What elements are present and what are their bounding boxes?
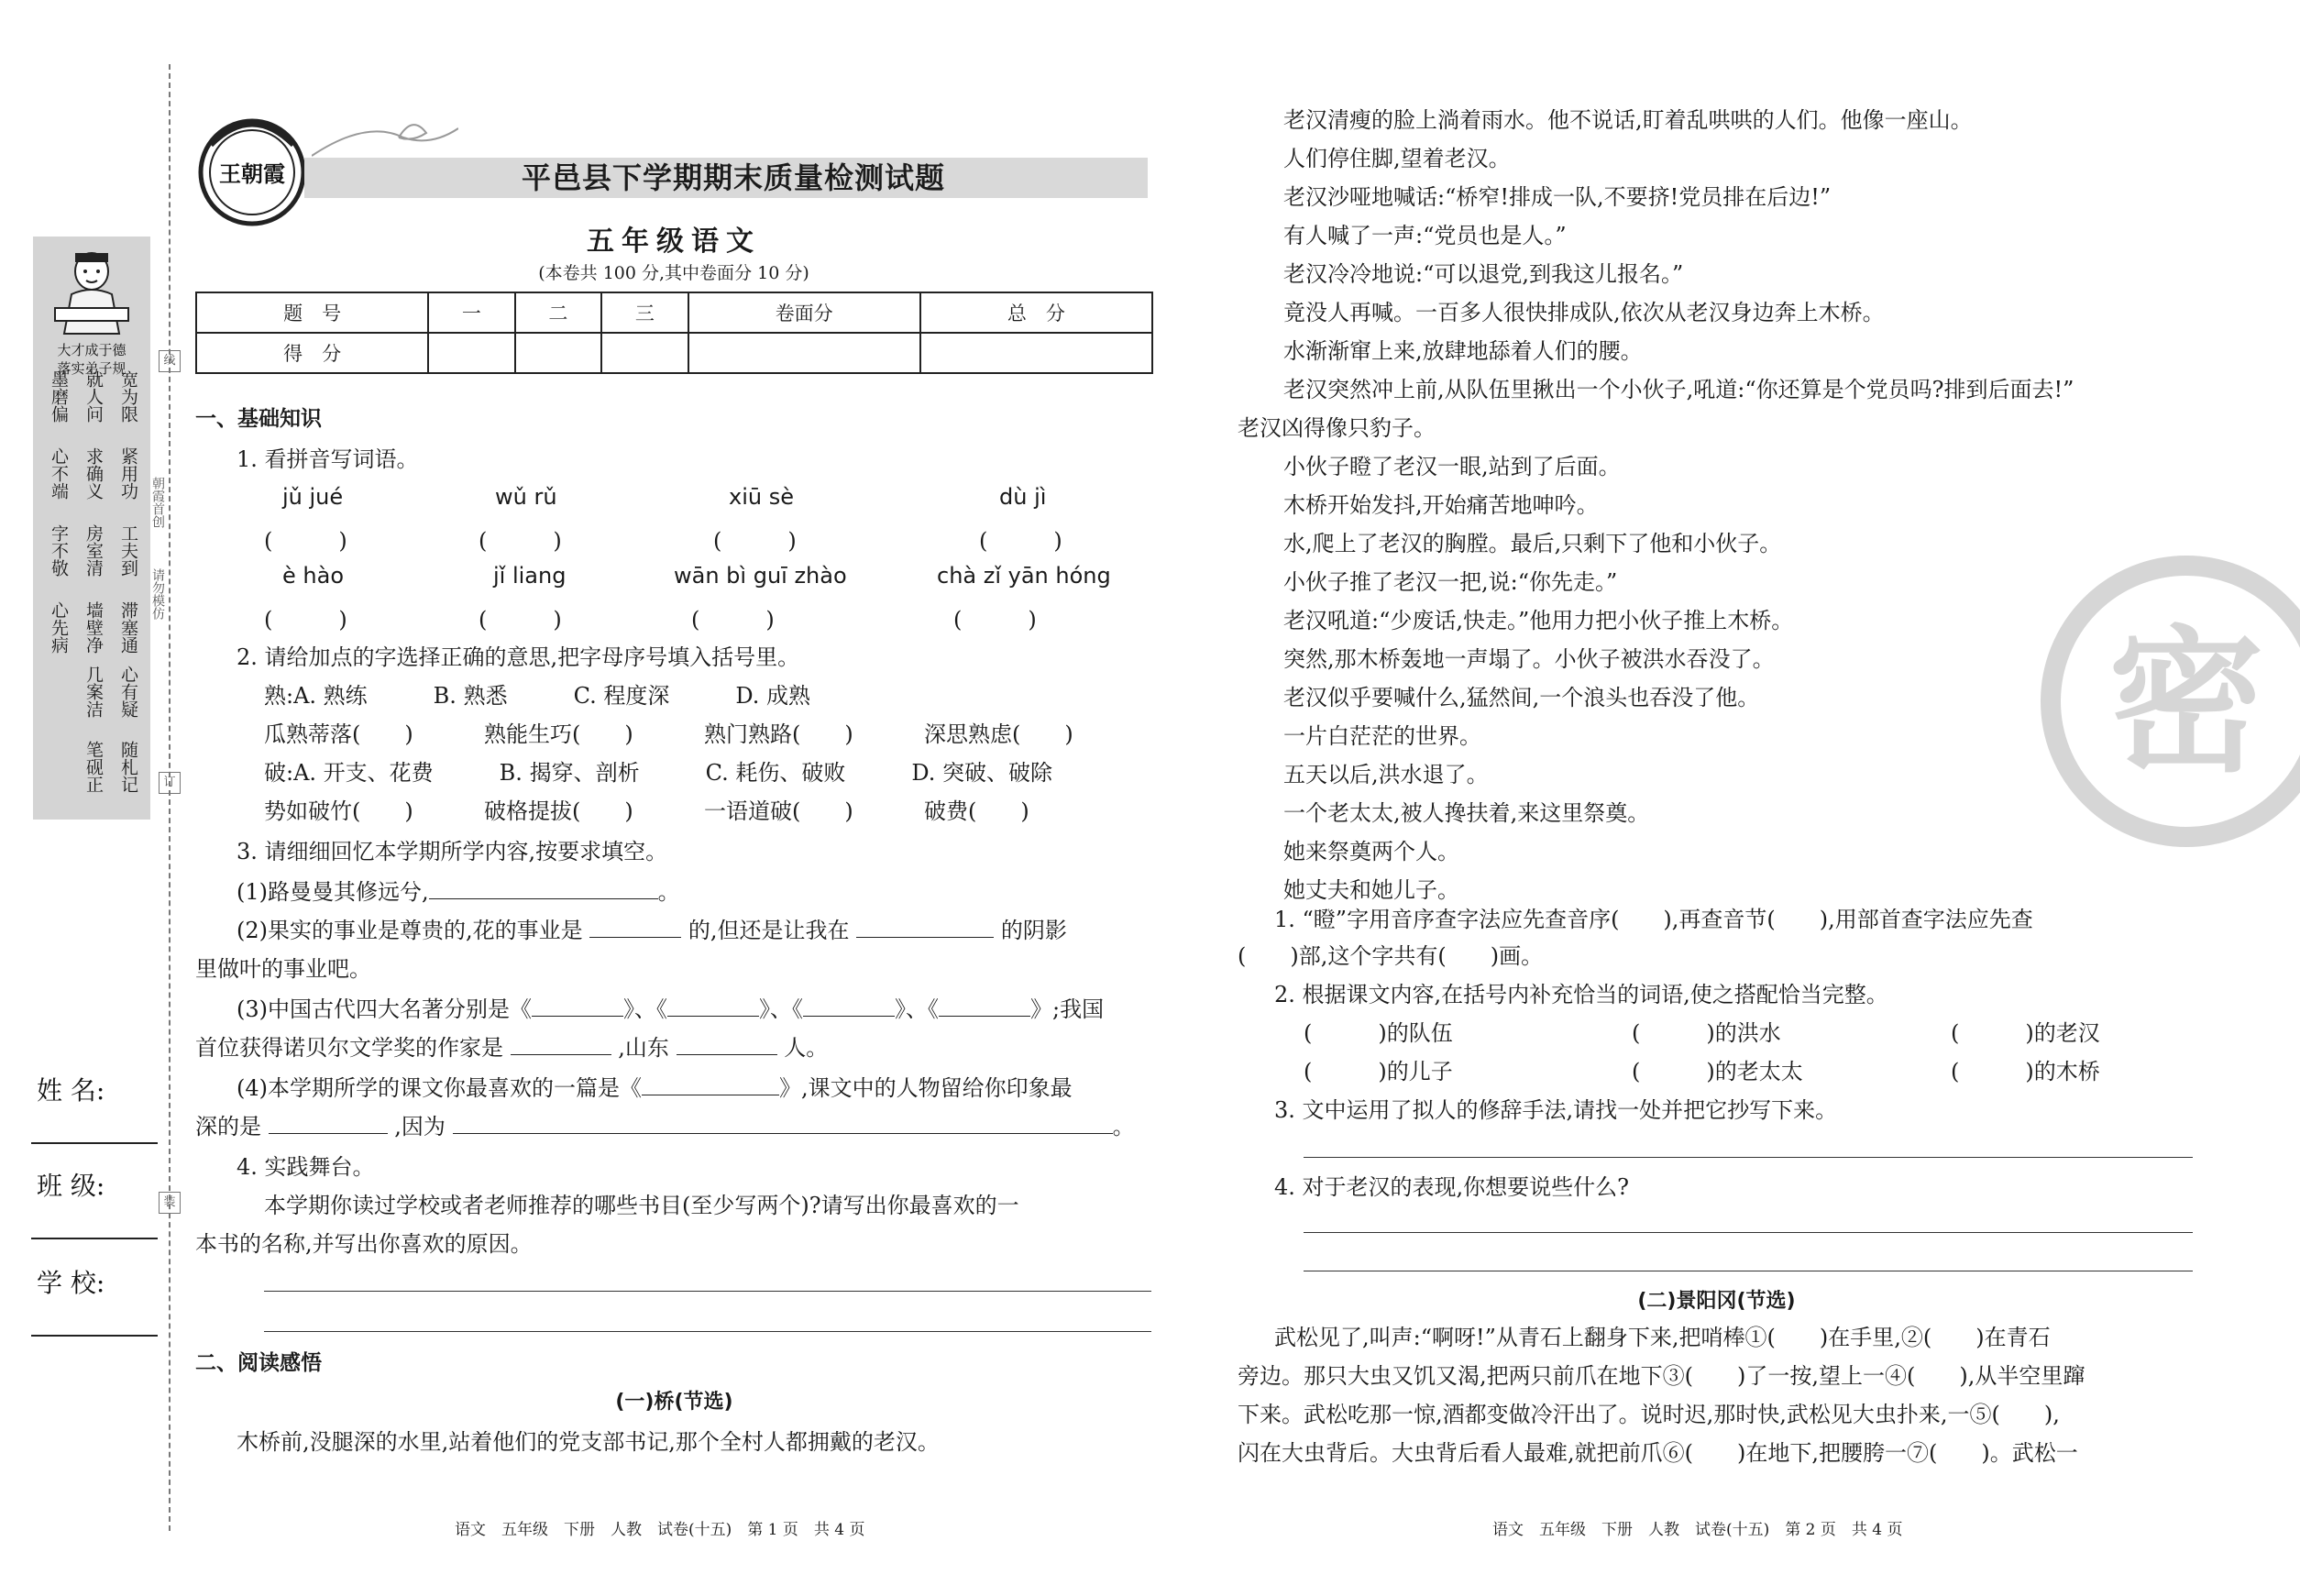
po-word[interactable]: 破格提拔( ) (484, 798, 633, 824)
po-options: 破:A. 开支、花费 B. 揭穿、剖析 C. 耗伤、破败 D. 突破、破除 (264, 760, 1052, 786)
scholar-illustration (48, 244, 136, 336)
pinyin: è hào (282, 563, 344, 589)
answer-blank[interactable]: ( ) (479, 607, 562, 633)
fill-blank[interactable] (803, 994, 895, 1017)
name-field[interactable] (31, 1142, 158, 1144)
shu-options: 熟:A. 熟练 B. 熟悉 C. 程度深 D. 成熟 (264, 683, 810, 709)
answer-blank[interactable]: ( ) (479, 528, 562, 554)
collocation-item[interactable]: ( )的老太太 (1632, 1059, 1803, 1084)
shu-word[interactable]: 熟门熟路( ) (704, 721, 853, 747)
story-line: 一片白茫茫的世界。 (1283, 723, 1481, 749)
score-table-score-row (196, 333, 1152, 373)
pinyin: wān bì guī zhào (674, 563, 847, 589)
story-line: 突然,那木桥轰地一声塌了。小伙子被洪水吞没了。 (1283, 646, 1775, 672)
collocation-item[interactable]: ( )的老汉 (1951, 1020, 2100, 1046)
shu-word[interactable]: 瓜熟蒂落( ) (264, 721, 413, 747)
fill-blank[interactable] (429, 876, 658, 899)
story-line: 老汉吼道:“少废话,快走。”他用力把小伙子推上木桥。 (1283, 608, 1794, 633)
answer-blank[interactable]: ( ) (264, 528, 347, 554)
class-label: 班 级: (37, 1171, 105, 1201)
score-table (195, 292, 1153, 374)
shu-word[interactable]: 熟能生巧( ) (484, 721, 633, 747)
story-line: 竟没人再喊。一百多人很快排成队,依次从老汉身边奔上木桥。 (1283, 300, 1885, 325)
score-cell: 总 分 (920, 292, 1152, 333)
question-3-4-text-b: ,课文中的人物留给你印象最 (801, 1075, 1073, 1101)
pinyin: jǔ jué (282, 484, 344, 510)
score-input-cell[interactable] (515, 333, 601, 373)
school-field[interactable] (31, 1335, 158, 1337)
fill-blank[interactable] (856, 915, 994, 938)
question-3-3-text-a: (3)中国古代四大名著分别是 (237, 996, 510, 1022)
question-3-4-text-c: 深的是 (195, 1114, 261, 1139)
question-3-4-text-a: (4)本学期所学的课文你最喜欢的一篇是 (237, 1075, 620, 1101)
answer-line[interactable] (264, 1331, 1151, 1332)
answer-blank[interactable]: ( ) (979, 528, 1062, 554)
score-input-cell[interactable] (688, 333, 920, 373)
answer-line[interactable] (1304, 1157, 2193, 1158)
answer-blank[interactable]: ( ) (264, 607, 347, 633)
story-line: 她来祭奠两个人。 (1283, 839, 1459, 864)
collocation-item[interactable]: ( )的木桥 (1951, 1059, 2100, 1084)
pinyin: xiū sè (729, 484, 794, 510)
story-line: 小伙子瞪了老汉一眼,站到了后面。 (1283, 454, 1621, 479)
story-line: 老汉沙哑地喊话:“桥窄!排成一队,不要挤!党员排在后边!” (1283, 184, 1832, 210)
score-info: (本卷共 100 分,其中卷面分 10 分) (538, 263, 809, 283)
question-4-text-cont: 本书的名称,并写出你喜欢的原因。 (195, 1231, 533, 1257)
answer-blank[interactable]: ( ) (953, 607, 1037, 633)
passage-2-line: 下来。武松吃那一惊,酒都变做冷汗出了。说时迟,那时快,武松见大虫扑来,一⑤( ), (1238, 1402, 2060, 1427)
motto-heading: 大才成于德 落实弟子规 (57, 342, 127, 377)
question-3: 3. 请细细回忆本学期所学内容,按要求填空。 (237, 839, 668, 864)
answer-blank[interactable]: ( ) (691, 607, 775, 633)
pinyin: dù jì (999, 484, 1047, 510)
story-line: 人们停住脚,望着老汉。 (1283, 146, 1511, 171)
section-1-heading: 一、基础知识 (195, 407, 322, 431)
passage-2-line: 武松见了,叫声:“啊呀!”从青石上翻身下来,把哨棒①( )在手里,②( )在青石 (1274, 1325, 2051, 1350)
question-3-3-text-b: ;我国 (1052, 996, 1105, 1022)
story-line: 水,爬上了老汉的胸膛。最后,只剩下了他和小伙子。 (1283, 531, 1782, 556)
score-row-label: 得 分 (196, 333, 428, 373)
story-line: 老汉似乎要喊什么,猛然间,一个浪头也吞没了他。 (1283, 685, 1760, 710)
collocation-item[interactable]: ( )的儿子 (1304, 1059, 1453, 1084)
question-3-2-text-b: 的,但还是让我在 (688, 918, 850, 943)
question-3-3: (3)中国古代四大名著分别是《 》、《 》、《 》、《 》;我国 (237, 994, 1104, 1025)
question-3-4-text-d: ,因为 (394, 1114, 446, 1139)
question-3-1-text: (1)路曼曼其修远兮, (237, 879, 429, 905)
class-field[interactable] (31, 1238, 158, 1239)
po-word[interactable]: 势如破竹( ) (264, 798, 413, 824)
score-cell: 三 (601, 292, 688, 333)
fill-blank[interactable] (511, 1032, 611, 1055)
story-line: 一个老太太,被人搀扶着,来这里祭奠。 (1283, 800, 1650, 826)
reading-question-1: 1. “瞪”字用音序查字法应先查音序( ),再查音节( ),用部首查字法应先查 (1274, 907, 2033, 932)
binding-mark-ding: 订 (159, 772, 181, 794)
po-word[interactable]: 一语道破( ) (704, 798, 853, 824)
exam-title: 平邑县下学期期末质量检测试题 (521, 160, 945, 195)
shu-word[interactable]: 深思熟虑( ) (924, 721, 1073, 747)
reading-question-3: 3. 文中运用了拟人的修辞手法,请找一处并把它抄写下来。 (1274, 1097, 1838, 1123)
question-2: 2. 请给加点的字选择正确的意思,把字母序号填入括号里。 (237, 644, 800, 670)
question-3-2-text-c: 的阴影 (1000, 918, 1067, 943)
pinyin: wǔ rǔ (495, 484, 557, 510)
question-3-3-text-c: 首位获得诺贝尔文学奖的作家是 (195, 1035, 503, 1061)
question-3-3-text-d: ,山东 (618, 1035, 669, 1061)
question-3-2-cont: 里做叶的事业吧。 (195, 956, 371, 982)
question-3-1: (1)路曼曼其修远兮, 。 (237, 876, 680, 908)
question-4-text: 本学期你读过学校或者老师推荐的哪些书目(至少写两个)?请写出你最喜欢的一 (264, 1193, 1019, 1218)
answer-line[interactable] (264, 1291, 1151, 1292)
school-label: 学 校: (37, 1268, 105, 1298)
reading-question-4: 4. 对于老汉的表现,你想要说些什么? (1274, 1174, 1630, 1200)
fill-blank[interactable] (269, 1111, 388, 1134)
exam-subtitle: 五年级语文 (587, 226, 761, 258)
passage-2-line: 旁边。那只大虫又饥又渴,把两只前爪在地下③( )了一按,望上一④( ),从半空里蹿 (1238, 1363, 2085, 1389)
fill-blank[interactable] (677, 1032, 777, 1055)
story-line: 老汉清瘦的脸上淌着雨水。他不说话,盯着乱哄哄的人们。他像一座山。 (1283, 107, 1973, 133)
answer-blank[interactable]: ( ) (713, 528, 797, 554)
pinyin: jǐ liang (493, 563, 567, 589)
score-cell: 题 号 (196, 292, 428, 333)
fill-blank[interactable] (667, 994, 759, 1017)
binding-dashed-line (169, 64, 171, 1531)
score-input-cell[interactable] (428, 333, 514, 373)
pinyin: chà zǐ yān hóng (937, 563, 1111, 589)
binding-mark-line: 线 (159, 350, 181, 372)
collocation-item[interactable]: ( )的洪水 (1632, 1020, 1781, 1046)
passage-1-title: (一)桥(节选) (615, 1391, 733, 1414)
score-cell: 一 (428, 292, 514, 333)
fill-blank[interactable] (453, 1111, 1113, 1134)
question-3-4: (4)本学期所学的课文你最喜欢的一篇是《 》,课文中的人物留给你印象最 (237, 1073, 1073, 1104)
score-cell: 卷面分 (688, 292, 920, 333)
secret-seal-watermark (2030, 550, 2300, 853)
seal-character: 密 (2107, 612, 2265, 794)
question-3-3-cont (195, 1032, 828, 1063)
ribbon-decoration (312, 110, 458, 165)
story-line: 老汉凶得像只豹子。 (1238, 415, 1436, 441)
page-2-footer: 语文 五年级 下册 人教 试卷(十五) 第 2 页 共 4 页 (1492, 1521, 1903, 1539)
proverb-columns: 宽为限 紧用功 工夫到 滞塞通 心有疑 随札记 墨磨偏 心不端 字不敬 心先病 就人问 求确义 房室清 墙壁净 几案洁 笔砚正 (49, 370, 138, 793)
page-1-footer: 语文 五年级 下册 人教 试卷(十五) 第 1 页 共 4 页 (455, 1521, 865, 1539)
score-input-cell[interactable] (920, 333, 1152, 373)
score-input-cell[interactable] (601, 333, 688, 373)
story-line: 木桥开始发抖,开始痛苦地呻吟。 (1283, 492, 1599, 518)
note-original: 朝霞首创 (150, 477, 165, 528)
name-label: 姓 名: (37, 1075, 105, 1106)
fill-blank[interactable] (939, 994, 1030, 1017)
question-3-4-cont: 深的是 ,因为 。 (195, 1111, 1135, 1142)
story-line: 五天以后,洪水退了。 (1283, 762, 1489, 787)
passage-2-line: 闪在大虫背后。大虫背后看人最难,就把前爪⑥( )在地下,把腰胯一⑦( )。武松一 (1238, 1440, 2078, 1466)
question-3-3-text-e: 人。 (784, 1035, 829, 1061)
passage-2-title: (二)景阳冈(节选) (1637, 1290, 1796, 1313)
story-line: 她丈夫和她儿子。 (1283, 877, 1459, 903)
question-3-2-text-a: (2)果实的事业是尊贵的,花的事业是 (237, 918, 583, 943)
answer-line[interactable] (1304, 1232, 2193, 1233)
note-no-copy: 请勿模仿 (150, 568, 165, 620)
question-4: 4. 实践舞台。 (237, 1154, 375, 1180)
score-cell: 二 (515, 292, 601, 333)
po-word[interactable]: 破费( ) (924, 798, 1029, 824)
passage-1-line: 木桥前,没腿深的水里,站着他们的党支部书记,那个全村人都拥戴的老汉。 (237, 1429, 940, 1455)
question-3-2 (237, 915, 1067, 946)
fill-blank[interactable] (642, 1073, 779, 1095)
logo-text: 王朝霞 (219, 160, 285, 187)
fill-blank[interactable] (589, 915, 681, 938)
collocation-item[interactable]: ( )的队伍 (1304, 1020, 1453, 1046)
story-line: 小伙子推了老汉一把,说:“你先走。” (1283, 569, 1618, 595)
story-line: 老汉突然冲上前,从队伍里揪出一个小伙子,吼道:“你还算是个党员吗?排到后面去!” (1283, 377, 2074, 402)
question-1: 1. 看拼音写词语。 (237, 446, 419, 472)
section-2-heading: 二、阅读感悟 (195, 1351, 322, 1375)
reading-question-1-cont: ( )部,这个字共有( )画。 (1238, 943, 1544, 969)
story-line: 有人喊了一声:“党员也是人。” (1283, 223, 1567, 248)
fill-blank[interactable] (532, 994, 623, 1017)
publisher-logo (193, 108, 312, 227)
story-line: 水渐渐窜上来,放肆地舔着人们的腰。 (1283, 338, 1643, 364)
score-table-header-row (196, 292, 1152, 333)
reading-question-2: 2. 根据课文内容,在括号内补充恰当的词语,使之搭配恰当完整。 (1274, 982, 1888, 1007)
binding-mark-zhuang: 装 (159, 1192, 181, 1214)
story-line: 老汉冷冷地说:“可以退党,到我这儿报名。” (1283, 261, 1684, 287)
